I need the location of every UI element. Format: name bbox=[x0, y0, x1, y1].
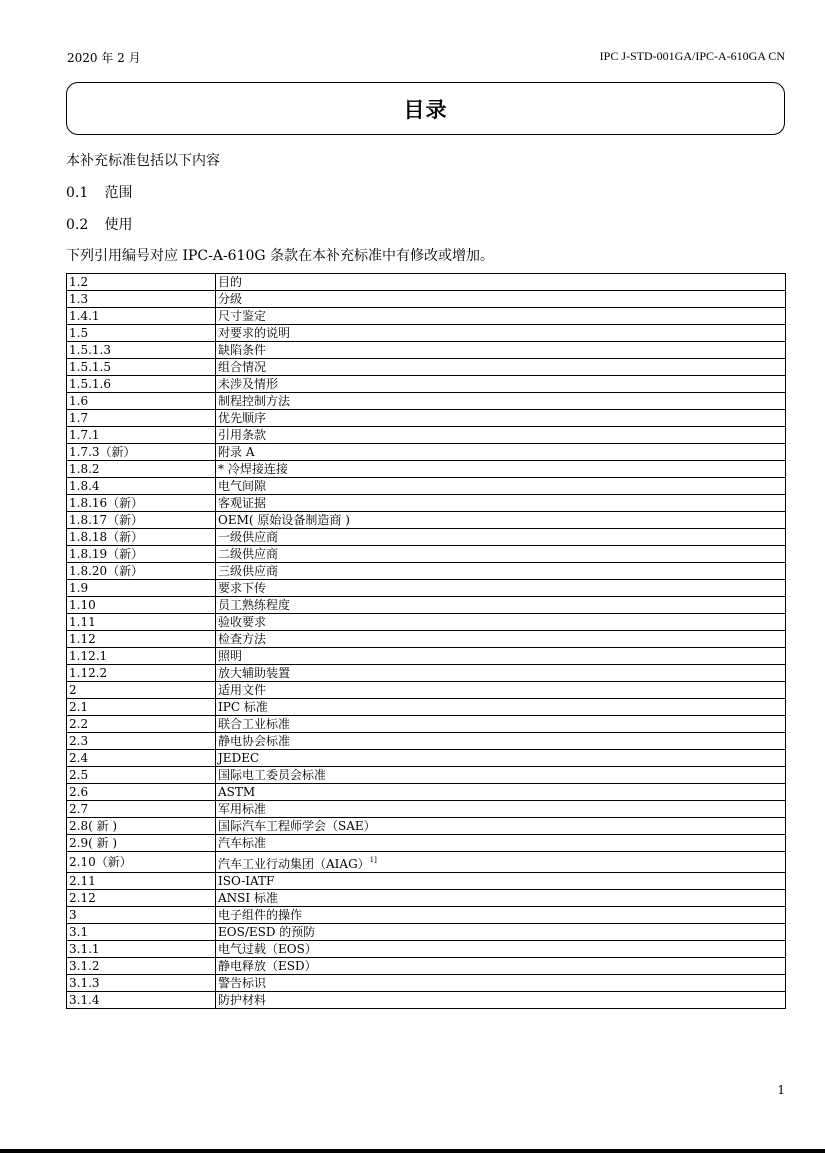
scope-item bbox=[66, 182, 132, 202]
section-title-cell bbox=[216, 274, 786, 291]
table-row bbox=[67, 376, 786, 393]
table-row bbox=[67, 767, 786, 784]
section-title: 放大辅助装置 bbox=[218, 666, 291, 680]
section-title-cell bbox=[216, 376, 786, 393]
bottom-divider bbox=[0, 1149, 825, 1153]
section-title-cell bbox=[216, 648, 786, 665]
section-number: 1.8.16（新） bbox=[67, 495, 216, 512]
table-row bbox=[67, 733, 786, 750]
section-title-cell bbox=[216, 359, 786, 376]
section-title-cell bbox=[216, 958, 786, 975]
section-title: 未涉及情形 bbox=[218, 377, 279, 391]
section-title-cell bbox=[216, 924, 786, 941]
section-title: 防护材料 bbox=[218, 993, 267, 1007]
section-title: 军用标准 bbox=[218, 802, 267, 816]
toc-table bbox=[66, 273, 786, 1009]
section-number: 1.7.1 bbox=[67, 427, 216, 444]
section-number: 2.8( 新 ) bbox=[67, 818, 216, 835]
section-number: 1.5.1.3 bbox=[67, 342, 216, 359]
table-row bbox=[67, 631, 786, 648]
section-title-cell bbox=[216, 614, 786, 631]
section-title: 验收要求 bbox=[218, 615, 267, 629]
section-title-cell bbox=[216, 801, 786, 818]
section-title-cell bbox=[216, 580, 786, 597]
section-number: 2.5 bbox=[67, 767, 216, 784]
section-title-cell bbox=[216, 818, 786, 835]
section-number: 2.6 bbox=[67, 784, 216, 801]
table-row bbox=[67, 495, 786, 512]
table-row bbox=[67, 801, 786, 818]
table-row bbox=[67, 852, 786, 873]
table-row bbox=[67, 274, 786, 291]
table-row bbox=[67, 614, 786, 631]
table-row bbox=[67, 835, 786, 852]
table-row bbox=[67, 648, 786, 665]
table-row bbox=[67, 941, 786, 958]
intro-line: 本补充标准包括以下内容 bbox=[66, 153, 220, 169]
section-number: 1.5.1.5 bbox=[67, 359, 216, 376]
table-row bbox=[67, 750, 786, 767]
table-row bbox=[67, 699, 786, 716]
table-row bbox=[67, 478, 786, 495]
section-number: 1.12.2 bbox=[67, 665, 216, 682]
table-row bbox=[67, 818, 786, 835]
section-number: 2 bbox=[67, 682, 216, 699]
section-title-cell bbox=[216, 512, 786, 529]
section-number: 3.1.3 bbox=[67, 975, 216, 992]
usage-text: 使用 bbox=[104, 217, 133, 233]
section-title: 国际电工委员会标准 bbox=[218, 768, 327, 782]
section-number: 1.8.17（新） bbox=[67, 512, 216, 529]
table-row bbox=[67, 907, 786, 924]
table-row bbox=[67, 580, 786, 597]
section-title-cell bbox=[216, 716, 786, 733]
section-number: 1.8.20（新） bbox=[67, 563, 216, 580]
section-number: 1.8.4 bbox=[67, 478, 216, 495]
section-number: 3.1 bbox=[67, 924, 216, 941]
table-row bbox=[67, 682, 786, 699]
page-title: 目录 bbox=[403, 97, 448, 122]
section-title-cell bbox=[216, 393, 786, 410]
table-row bbox=[67, 410, 786, 427]
section-title: 组合情况 bbox=[218, 360, 267, 374]
section-title: 三级供应商 bbox=[218, 564, 279, 578]
section-number: 1.5.1.6 bbox=[67, 376, 216, 393]
section-title-cell bbox=[216, 495, 786, 512]
section-title-cell bbox=[216, 308, 786, 325]
section-title: 目的 bbox=[218, 275, 243, 289]
section-number: 2.7 bbox=[67, 801, 216, 818]
section-title: 适用文件 bbox=[218, 683, 267, 697]
section-title: 缺陷条件 bbox=[218, 343, 267, 357]
title-box bbox=[66, 82, 785, 135]
section-title: 尺寸鉴定 bbox=[218, 309, 267, 323]
section-number: 2.3 bbox=[67, 733, 216, 750]
table-row bbox=[67, 546, 786, 563]
table-row bbox=[67, 563, 786, 580]
header-doc-id: IPC J-STD-001GA/IPC-A-610GA CN bbox=[599, 49, 785, 63]
toc-body bbox=[67, 274, 786, 1009]
section-title-cell bbox=[216, 546, 786, 563]
section-number: 1.12 bbox=[67, 631, 216, 648]
section-title-cell bbox=[216, 835, 786, 852]
section-title-cell bbox=[216, 890, 786, 907]
section-title: OEM( 原始设备制造商 ) bbox=[218, 513, 350, 527]
section-number: 3.1.4 bbox=[67, 992, 216, 1009]
section-number: 1.2 bbox=[67, 274, 216, 291]
table-row bbox=[67, 308, 786, 325]
section-number: 2.10（新） bbox=[67, 852, 216, 873]
section-title: ISO-IATF bbox=[218, 874, 275, 888]
section-title: 二级供应商 bbox=[218, 547, 279, 561]
section-title-cell bbox=[216, 461, 786, 478]
section-title: ASTM bbox=[218, 785, 256, 799]
usage-item bbox=[66, 214, 132, 234]
section-title-cell bbox=[216, 699, 786, 716]
reference-note: 下列引用编号对应 IPC-A-610G 条款在本补充标准中有修改或增加。 bbox=[66, 248, 495, 264]
section-number: 1.9 bbox=[67, 580, 216, 597]
section-title: 引用条款 bbox=[218, 428, 267, 442]
section-number: 2.1 bbox=[67, 699, 216, 716]
section-title-cell bbox=[216, 631, 786, 648]
section-title: 静电释放（ESD） bbox=[218, 959, 317, 973]
section-title: 分级 bbox=[218, 292, 243, 306]
section-title-cell bbox=[216, 478, 786, 495]
table-row bbox=[67, 444, 786, 461]
section-title: IPC 标准 bbox=[218, 700, 268, 714]
section-title: EOS/ESD 的预防 bbox=[218, 925, 316, 939]
section-number: 1.6 bbox=[67, 393, 216, 410]
table-row bbox=[67, 975, 786, 992]
section-number: 3.1.2 bbox=[67, 958, 216, 975]
section-number: 3 bbox=[67, 907, 216, 924]
table-row bbox=[67, 992, 786, 1009]
section-title: 电子组件的操作 bbox=[218, 908, 303, 922]
section-title: 照明 bbox=[218, 649, 243, 663]
section-title-cell bbox=[216, 750, 786, 767]
table-row bbox=[67, 716, 786, 733]
section-number: 1.11 bbox=[67, 614, 216, 631]
section-title: JEDEC bbox=[218, 751, 260, 765]
section-number: 1.12.1 bbox=[67, 648, 216, 665]
table-row bbox=[67, 427, 786, 444]
section-title-cell bbox=[216, 563, 786, 580]
section-number: 2.11 bbox=[67, 873, 216, 890]
section-title: 静电协会标准 bbox=[218, 734, 291, 748]
section-title: 制程控制方法 bbox=[218, 394, 291, 408]
section-title-cell bbox=[216, 529, 786, 546]
header-date: 2020 年 2 月 bbox=[67, 51, 141, 65]
section-title-cell bbox=[216, 325, 786, 342]
section-number: 1.8.2 bbox=[67, 461, 216, 478]
section-title: 客观证据 bbox=[218, 496, 267, 510]
section-title-cell bbox=[216, 941, 786, 958]
section-number: 1.5 bbox=[67, 325, 216, 342]
table-row bbox=[67, 665, 786, 682]
section-title-cell bbox=[216, 342, 786, 359]
section-number: 2.2 bbox=[67, 716, 216, 733]
section-title-cell bbox=[216, 682, 786, 699]
table-row bbox=[67, 924, 786, 941]
section-title: 要求下传 bbox=[218, 581, 267, 595]
scope-number: 0.1 bbox=[66, 185, 89, 201]
section-title: 电气过载（EOS） bbox=[218, 942, 317, 956]
section-title: 检查方法 bbox=[218, 632, 267, 646]
section-title-cell bbox=[216, 410, 786, 427]
table-row bbox=[67, 784, 786, 801]
section-title-cell bbox=[216, 427, 786, 444]
table-row bbox=[67, 342, 786, 359]
section-title-cell bbox=[216, 444, 786, 461]
table-row bbox=[67, 461, 786, 478]
table-row bbox=[67, 359, 786, 376]
section-title: 附录 A bbox=[218, 445, 255, 459]
section-number: 1.4.1 bbox=[67, 308, 216, 325]
section-number: 1.8.18（新） bbox=[67, 529, 216, 546]
section-number: 3.1.1 bbox=[67, 941, 216, 958]
section-title-cell bbox=[216, 597, 786, 614]
scope-text: 范围 bbox=[104, 185, 133, 201]
page-number: 1 bbox=[777, 1083, 785, 1097]
table-row bbox=[67, 529, 786, 546]
section-title: 电气间隙 bbox=[218, 479, 267, 493]
table-row bbox=[67, 890, 786, 907]
table-row bbox=[67, 958, 786, 975]
section-title: 国际汽车工程师学会（SAE） bbox=[218, 819, 376, 833]
footnote-mark: 1] bbox=[369, 856, 377, 864]
section-title: 对要求的说明 bbox=[218, 326, 291, 340]
section-title: 警告标识 bbox=[218, 976, 267, 990]
section-title-cell bbox=[216, 784, 786, 801]
section-number: 1.3 bbox=[67, 291, 216, 308]
section-title: 汽车工业行动集团（AIAG） bbox=[218, 857, 370, 871]
section-title-cell bbox=[216, 665, 786, 682]
section-title: 优先顺序 bbox=[218, 411, 267, 425]
table-row bbox=[67, 393, 786, 410]
table-row bbox=[67, 325, 786, 342]
table-row bbox=[67, 597, 786, 614]
section-title-cell bbox=[216, 992, 786, 1009]
section-number: 1.8.19（新） bbox=[67, 546, 216, 563]
section-title-cell bbox=[216, 873, 786, 890]
table-row bbox=[67, 291, 786, 308]
table-row bbox=[67, 512, 786, 529]
section-number: 1.7.3（新） bbox=[67, 444, 216, 461]
section-number: 1.7 bbox=[67, 410, 216, 427]
section-number: 2.4 bbox=[67, 750, 216, 767]
section-number: 2.12 bbox=[67, 890, 216, 907]
section-title: 员工熟练程度 bbox=[218, 598, 291, 612]
section-title: 汽车标准 bbox=[218, 836, 267, 850]
usage-number: 0.2 bbox=[66, 217, 89, 233]
section-title-cell bbox=[216, 907, 786, 924]
section-title: 联合工业标准 bbox=[218, 717, 291, 731]
section-title: ANSI 标准 bbox=[218, 891, 278, 905]
section-number: 1.10 bbox=[67, 597, 216, 614]
table-row bbox=[67, 873, 786, 890]
section-title-cell bbox=[216, 733, 786, 750]
section-title-cell bbox=[216, 852, 786, 873]
section-title-cell bbox=[216, 767, 786, 784]
section-number: 2.9( 新 ) bbox=[67, 835, 216, 852]
section-title: * 冷焊接连接 bbox=[218, 462, 288, 476]
section-title: 一级供应商 bbox=[218, 530, 279, 544]
section-title-cell bbox=[216, 291, 786, 308]
section-title-cell bbox=[216, 975, 786, 992]
